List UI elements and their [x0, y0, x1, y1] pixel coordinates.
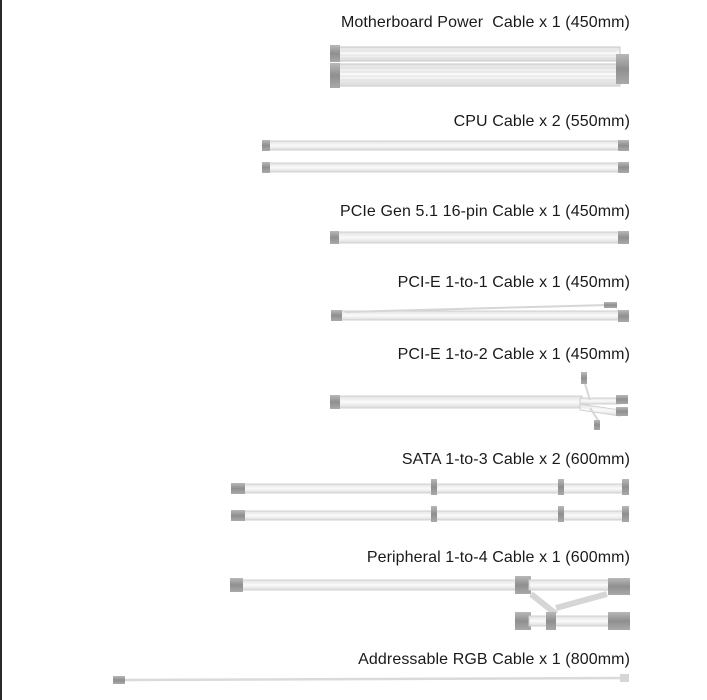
motherboard-cable [330, 45, 629, 88]
connector-icon [330, 45, 340, 62]
pcie-gen51-cable-label: PCIe Gen 5.1 16-pin Cable x 1 (450mm) [339, 203, 630, 220]
pcie-1to1-cable [331, 302, 629, 322]
peripheral-cable-label: Peripheral 1-to-4 Cable x 1 (600mm) [366, 549, 630, 566]
motherboard-cable-label: Motherboard Power Cable x 1 (450mm) [340, 14, 630, 31]
pcie-1to2-cable-label: PCI-E 1-to-2 Cable x 1 (450mm) [397, 346, 630, 363]
cpu-cable-label: CPU Cable x 2 (550mm) [453, 113, 630, 130]
connector-icon [616, 54, 629, 84]
peripheral-cable [230, 576, 630, 630]
pcie-1to2-cable [330, 372, 628, 430]
pcie-1to1-cable-label: PCI-E 1-to-1 Cable x 1 (450mm) [397, 274, 630, 291]
argb-cable-label: Addressable RGB Cable x 1 (800mm) [358, 651, 630, 668]
sata-cable-label: SATA 1-to-3 Cable x 2 (600mm) [401, 451, 630, 468]
argb-cable [113, 674, 629, 684]
connector-icon [330, 63, 340, 88]
pcie-gen51-cable [330, 231, 629, 244]
cpu-cable [262, 140, 629, 173]
sata-cable [231, 479, 629, 522]
